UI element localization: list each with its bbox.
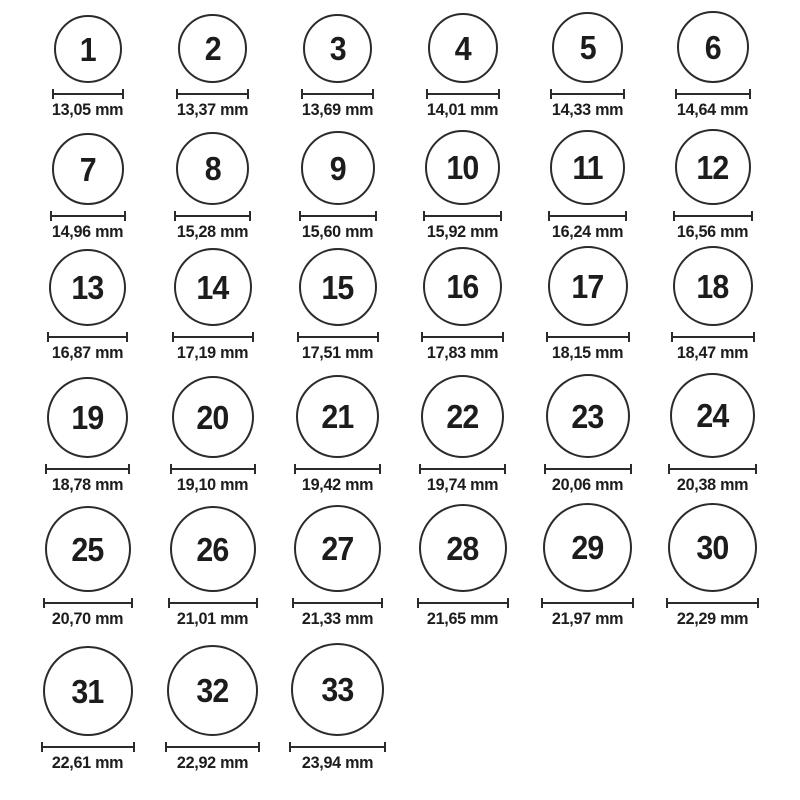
diameter-dimension-line [675,89,751,99]
diameter-dimension-line [668,464,757,474]
diameter-dimension-line [50,211,126,221]
diameter-label: 19,42 mm [301,475,374,494]
ring-circle [677,11,749,83]
ring-size-number: 32 [196,672,229,709]
ring-cell [275,244,400,365]
ring-circle [543,503,632,592]
ring-size-number: 28 [446,529,479,567]
diameter-dimension-line [45,464,130,474]
ring-size-number: 16 [446,268,479,305]
ring-cell [650,0,775,122]
diameter-label: 14,64 mm [676,100,749,119]
ring-size-number: 21 [321,398,354,435]
diameter-label: 13,69 mm [301,100,374,119]
diameter-dimension-line [43,598,133,608]
diameter-dimension-line [421,332,504,342]
ring-circle [673,246,753,326]
ring-size-number: 11 [572,149,603,186]
ring-size-number: 20 [196,398,229,436]
ring-circle [299,248,377,326]
ring-circle [167,645,258,736]
diameter-dimension-line [550,89,625,99]
diameter-label: 20,70 mm [51,609,124,628]
ring-size-number: 12 [696,148,729,186]
ring-size-number: 33 [321,671,354,708]
ring-cell [400,0,525,122]
ring-cell [150,497,275,631]
ring-cell [525,244,650,365]
ring-size-number: 17 [571,267,604,305]
diameter-label: 21,01 mm [176,609,249,628]
diameter-label: 13,05 mm [51,100,124,119]
ring-cell [650,244,775,365]
ring-circle [176,132,249,205]
diameter-label: 17,19 mm [176,343,249,362]
diameter-label: 23,94 mm [301,753,374,772]
ring-size-number: 10 [446,149,479,186]
diameter-label: 19,10 mm [176,475,249,494]
diameter-dimension-line [41,742,135,752]
ring-size-number: 26 [196,530,229,568]
diameter-dimension-line [546,332,630,342]
ring-size-number: 7 [79,150,96,188]
ring-circle [43,646,133,736]
ring-circle [291,643,384,736]
ring-circle [675,129,751,205]
ring-circle [47,377,128,458]
ring-circle [548,246,628,326]
ring-size-number: 15 [321,268,354,306]
ring-size-number: 6 [704,28,721,66]
diameter-label: 20,38 mm [676,475,749,494]
ring-cell [25,244,150,365]
ring-cell [150,631,275,775]
ring-cell [150,365,275,497]
diameter-label: 16,24 mm [551,222,624,241]
diameter-dimension-line [544,464,632,474]
ring-size-number: 8 [204,150,221,187]
ring-circle [552,12,623,83]
ring-size-number: 1 [79,30,96,68]
diameter-label: 13,37 mm [176,100,249,119]
ring-cell [650,497,775,631]
ring-circle [174,248,252,326]
ring-circle [45,506,131,592]
ring-cell [25,365,150,497]
ring-cell [25,631,150,775]
ring-size-number: 14 [196,268,229,306]
ring-cell [400,122,525,244]
diameter-label: 15,92 mm [426,222,499,241]
diameter-label: 21,65 mm [426,609,499,628]
diameter-dimension-line [176,89,249,99]
ring-circle [550,130,625,205]
diameter-label: 18,78 mm [51,475,124,494]
ring-circle [296,375,379,458]
ring-cell [275,631,400,775]
ring-size-number: 5 [579,29,596,66]
diameter-dimension-line [548,211,627,221]
diameter-label: 18,15 mm [551,343,624,362]
ring-cell [25,122,150,244]
ring-circle [546,374,630,458]
ring-circle [301,131,375,205]
ring-circle [428,13,498,83]
ring-cell [150,0,275,122]
diameter-label: 15,28 mm [176,222,249,241]
diameter-dimension-line [671,332,755,342]
ring-circle [421,375,504,458]
ring-circle [172,376,254,458]
diameter-label: 17,51 mm [301,343,374,362]
ring-cell [525,497,650,631]
diameter-label: 22,29 mm [676,609,749,628]
diameter-label: 16,56 mm [676,222,749,241]
diameter-dimension-line [666,598,759,608]
ring-circle [419,504,507,592]
diameter-dimension-line [299,211,377,221]
diameter-dimension-line [52,89,124,99]
diameter-dimension-line [165,742,260,752]
ring-circle [52,133,124,205]
diameter-dimension-line [168,598,258,608]
ring-size-number: 27 [321,530,354,567]
ring-cell [150,122,275,244]
ring-size-number: 31 [71,672,104,710]
ring-circle [423,247,502,326]
ring-size-number: 18 [696,267,729,305]
ring-cell [650,122,775,244]
diameter-label: 14,96 mm [51,222,124,241]
diameter-dimension-line [47,332,128,342]
ring-size-number: 29 [571,529,604,566]
ring-circle [170,506,256,592]
diameter-dimension-line [174,211,251,221]
ring-cell [400,497,525,631]
ring-cell [150,244,275,365]
diameter-label: 19,74 mm [426,475,499,494]
ring-cell [275,122,400,244]
diameter-dimension-line [417,598,509,608]
diameter-label: 18,47 mm [676,343,749,362]
diameter-label: 20,06 mm [551,475,624,494]
ring-circle [49,249,126,326]
ring-size-number: 3 [329,30,346,67]
diameter-dimension-line [170,464,256,474]
ring-cell [25,497,150,631]
ring-cell [400,244,525,365]
ring-size-number: 9 [329,149,346,187]
diameter-label: 17,83 mm [426,343,499,362]
diameter-label: 15,60 mm [301,222,374,241]
diameter-label: 22,61 mm [51,753,124,772]
diameter-dimension-line [289,742,386,752]
ring-cell [400,365,525,497]
ring-circle [303,14,372,83]
ring-cell [275,0,400,122]
diameter-dimension-line [292,598,383,608]
ring-cell [525,365,650,497]
diameter-label: 21,33 mm [301,609,374,628]
diameter-dimension-line [294,464,381,474]
ring-cell [525,122,650,244]
diameter-dimension-line [419,464,506,474]
diameter-dimension-line [172,332,254,342]
diameter-label: 14,01 mm [426,100,499,119]
diameter-label: 14,33 mm [551,100,624,119]
ring-size-number: 13 [71,269,104,306]
diameter-dimension-line [673,211,753,221]
ring-circle [294,505,381,592]
ring-size-number: 19 [71,399,104,436]
ring-circle [178,14,247,83]
ring-circle [670,373,755,458]
ring-size-number: 30 [696,529,729,566]
ring-cell [275,497,400,631]
diameter-dimension-line [423,211,502,221]
ring-size-number: 2 [204,30,221,67]
diameter-dimension-line [426,89,500,99]
ring-size-number: 24 [696,397,729,434]
diameter-label: 22,92 mm [176,753,249,772]
diameter-label: 21,97 mm [551,609,624,628]
diameter-dimension-line [297,332,379,342]
ring-size-number: 4 [454,29,471,67]
ring-cell [275,365,400,497]
diameter-dimension-line [541,598,634,608]
ring-cell [650,365,775,497]
ring-circle [668,503,757,592]
ring-cell [525,0,650,122]
ring-size-number: 23 [571,397,604,435]
diameter-label: 16,87 mm [51,343,124,362]
ring-circle [54,15,122,83]
ring-circle [425,130,500,205]
ring-cell [25,0,150,122]
ring-size-number: 25 [71,530,104,568]
diameter-dimension-line [301,89,374,99]
ring-size-number: 22 [446,398,479,435]
